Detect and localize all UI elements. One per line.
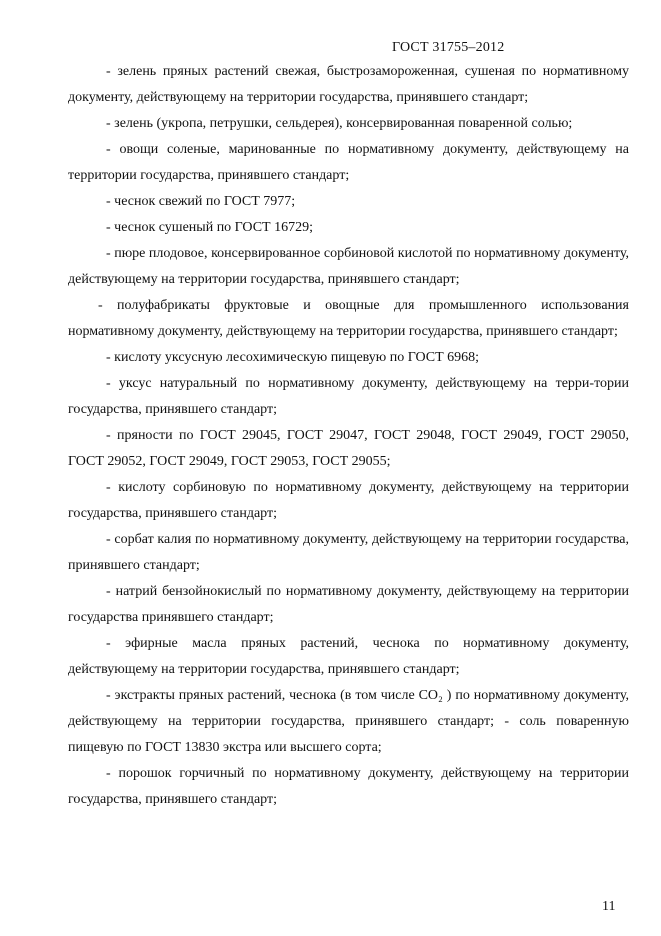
paragraph-fruit-puree: - пюре плодовое, консервированное сорбиновой кислотой по нормативному документу, действующему на территории государства, принявшего стандарт; — [68, 246, 629, 287]
paragraph-garlic-fresh: - чеснок свежий по ГОСТ 7977; — [106, 194, 296, 209]
paragraph-mustard-powder: - порошок горчичный по нормативному документу, действующему на территории государства, принявшего стандарт; — [68, 766, 629, 807]
paragraph-potassium-sorbate: - сорбат калия по нормативному документу, действующему на территории государства, принявшего стандарт; — [68, 532, 629, 573]
paragraph-spices: - пряности по ГОСТ 29045, ГОСТ 29047, ГОСТ 29048, ГОСТ 29049, ГОСТ 29050, ГОСТ 29052, ГОСТ 29049, ГОСТ 29053, ГОСТ 29055; — [68, 428, 629, 469]
paragraph-greens-spicy: - зелень пряных растений свежая, быстрозамороженная, сушеная по нормативному документу, действующему на территории государства, принявшего стандарт; — [68, 64, 629, 105]
paragraph-vinegar: - уксус натуральный по нормативному документу, действующему на терри-тории государства, принявшего стандарт; — [68, 376, 629, 417]
standard-header: ГОСТ 31755–2012 — [392, 40, 505, 55]
paragraph-garlic-dried: - чеснок сушеный по ГОСТ 16729; — [106, 220, 313, 235]
paragraph-sorbic-acid: - кислоту сорбиновую по нормативному документу, действующему на территории государства, принявшего стандарт; — [68, 480, 629, 521]
document-body — [68, 59, 629, 813]
paragraph-vegetables-salted: - овощи соленые, маринованные по нормативному документу, действующему на территории государства, принявшего стандарт; — [68, 142, 629, 183]
paragraph-sodium-benzoate: - натрий бензойнокислый по нормативному документу, действующему на территории государства принявшего стандарт; — [68, 584, 629, 625]
page-number: 11 — [602, 899, 616, 914]
paragraph-acetic-acid: - кислоту уксусную лесохимическую пищевую по ГОСТ 6968; — [106, 350, 480, 365]
paragraph-essential-oils: - эфирные масла пряных растений, чеснока по нормативному документу, действующему на территории государства, принявшего стандарт; — [68, 636, 629, 677]
paragraph-extracts-salt: - экстракты пряных растений, чеснока (в том числе CO₂ ) по нормативному документу, действующему на территории государства, принявшего стандарт; - соль поваренную пищевую по ГОСТ 13830 экстра или высшего сорта; — [68, 688, 629, 755]
paragraph-semi-finished: - полуфабрикаты фруктовые и овощные для промышленного использования нормативному документу, действующему на территории государства, принявшего стандарт; — [68, 298, 629, 339]
paragraph-greens-salted: - зелень (укропа, петрушки, сельдерея), консервированная поваренной солью; — [106, 116, 573, 131]
